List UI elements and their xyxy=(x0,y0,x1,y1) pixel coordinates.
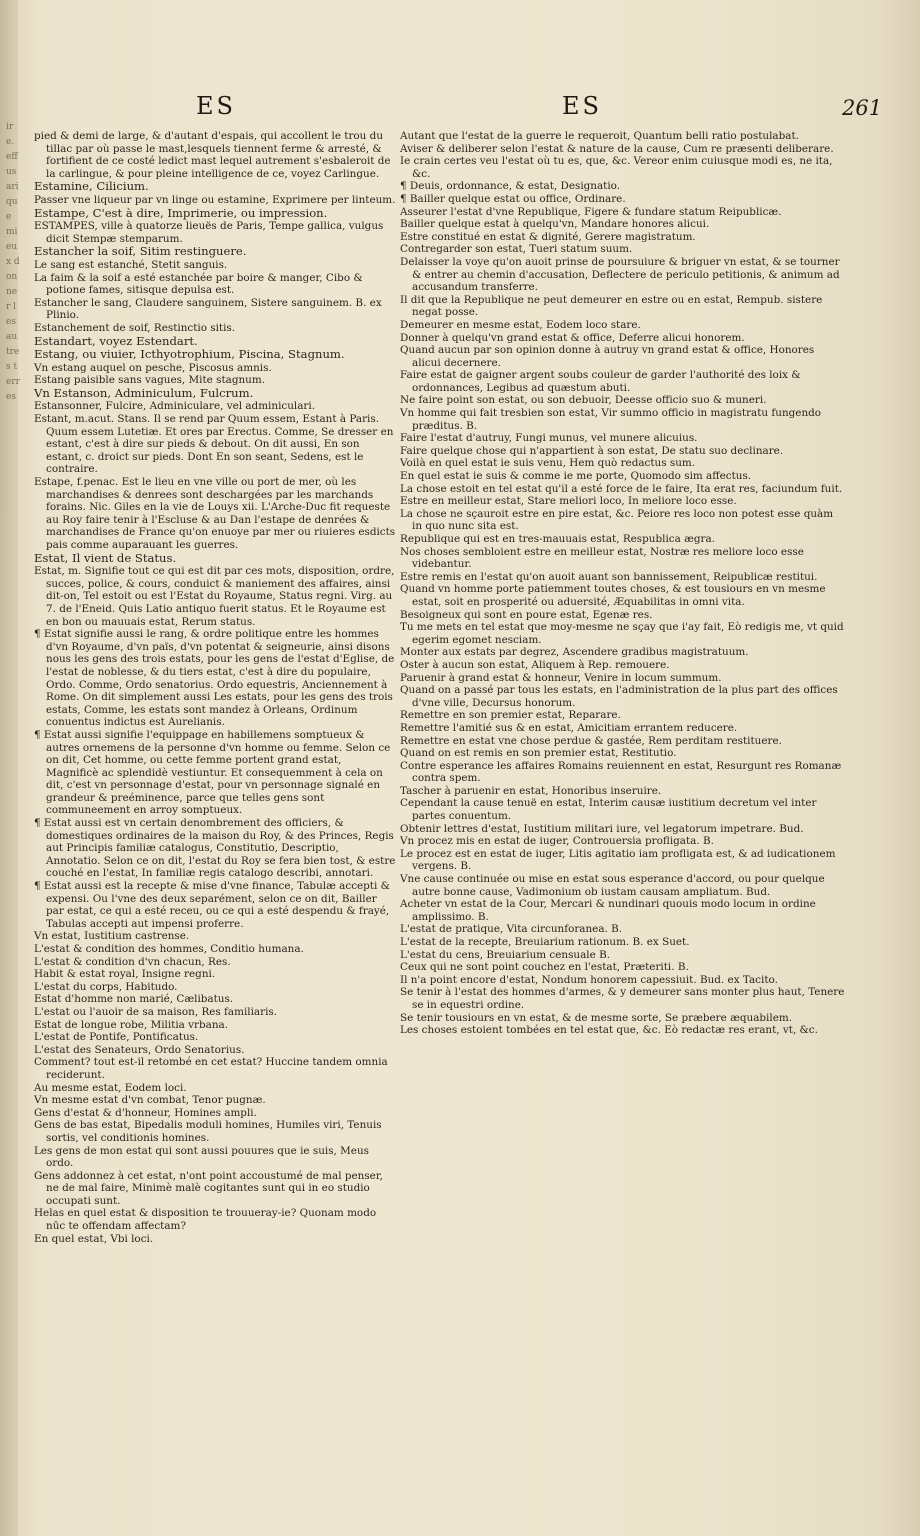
dictionary-entry: En quel estat ie suis & comme ie me porte, Quomodo sim affectus. xyxy=(400,470,752,483)
dictionary-entry: Contregarder son estat, Tueri statum suum. xyxy=(400,243,633,256)
dictionary-entry: ¶ Estat aussi signifie l'equippage en habillemens somptueux & autres ornemens de la personne d'vn homme ou femme. Selon ce on dit, Cet homme, ou cette femme portent grand estat, Magnificè ac splendidè vestiuntur. Et consequemment à cela on dit, c'est vn personnage d'estat, pour vn personnage signalé en grandeur & preéminence, parce que telles gens sont communeement en arroy somptueux. xyxy=(34,728,391,817)
dictionary-entry: Nos choses sembloient estre en meilleur estat, Nostræ res meliore loco esse videbantur. xyxy=(400,545,804,571)
dictionary-entry: Gens d'estat & d'honneur, Homines ampli. xyxy=(34,1106,257,1119)
dictionary-entry: Republique qui est en tres-mauuais estat, Respublica ægra. xyxy=(400,533,715,545)
dictionary-entry: Passer vne liqueur par vn linge ou estamine, Exprimere per linteum. xyxy=(34,193,396,206)
dictionary-entry: Comment? tout est-il retombé en cet estat? Huccine tandem omnia reciderunt. xyxy=(34,1056,388,1081)
dictionary-entry: Se tenir tousiours en vn estat, & de mesme sorte, Se præbere æquabilem. xyxy=(400,1011,793,1024)
dictionary-entry: Vn procez mis en estat de iuger, Controuersia profligata. B. xyxy=(400,835,714,848)
dictionary-entry: Autant que l'estat de la guerre le requeroit, Quantum belli ratio postulabat. xyxy=(400,130,799,142)
dictionary-entry: Les choses estoient tombées en tel estat que, &c. Eò redactæ res erant, vt, &c. xyxy=(400,1024,818,1037)
dictionary-entry: L'estat du corps, Habitudo. xyxy=(34,980,178,993)
dictionary-entry: Quand on est remis en son premier estat, Restitutio. xyxy=(400,747,677,760)
dictionary-entry: L'estat ou l'auoir de sa maison, Res familiaris. xyxy=(34,1005,278,1018)
dictionary-entry: Remettre en estat vne chose perdue & gastée, Rem perditam restituere. xyxy=(400,734,782,747)
dictionary-entry: ¶ Estat aussi est la recepte & mise d'vne finance, Tabulæ accepti & expensi. Ou l'vne des deux separément, selon ce on dit, Bailler par estat, ce qui a esté receu, ou ce qui a esté despendu & frayé, Tabulas accepti aut impensi proferre. xyxy=(34,880,390,930)
dictionary-entry: Estant, m.acut. Stans. Il se rend par Quum essem, Estant à Paris. Quum essem Lutetiæ. Et ores par Erectus. Comme, Se dresser en estant, c'est à dire sur pieds & debout. On dit aussi, En son estant, c. droict sur pieds. Dont En son seant, Sedens, est le contraire. xyxy=(34,413,394,476)
dictionary-entry: L'estat de Pontife, Pontificatus. xyxy=(34,1031,199,1044)
dictionary-entry: Delaisser la voye qu'on auoit prinse de poursuiure & briguer vn estat, & se tourner & entrer au chemin d'accusation, Deflectere de periculo petitionis, & animum ad accusandum transferre. xyxy=(400,255,840,294)
dictionary-entry: Donner à quelqu'vn grand estat & office, Deferre alicui honorem. xyxy=(400,331,745,344)
gutter-edge xyxy=(0,0,18,1536)
dictionary-entry: Vn estang auquel on pesche, Piscosus amnis. xyxy=(34,361,272,374)
dictionary-entry: La faim & la soif a esté estanchée par boire & manger, Cibo & potione fames, sitisque depulsa est. xyxy=(34,271,363,297)
dictionary-entry: Monter aux estats par degrez, Ascendere gradibus magistratuum. xyxy=(400,646,749,659)
dictionary-entry: L'estat & condition des hommes, Conditio humana. xyxy=(34,943,304,955)
dictionary-entry: Quand aucun par son opinion donne à autruy vn grand estat & office, Honores alicui decernere. xyxy=(400,344,815,369)
dictionary-entry: Estang, ou viuier, Icthyotrophium, Piscina, Stagnum. xyxy=(34,347,345,362)
dictionary-entry: Le procez est en estat de iuger, Litis agitatio iam profligata est, & ad iudicationem vergens. B. xyxy=(400,847,836,873)
dictionary-entry: Bailler quelque estat à quelqu'vn, Mandare honores alicui. xyxy=(400,218,710,231)
dictionary-entry: Ie crain certes veu l'estat où tu es, que, &c. Vereor enim cuiusque modi es, ne ita, &c. xyxy=(400,155,833,180)
dictionary-entry: Le sang est estanché, Stetit sanguis. xyxy=(34,258,228,271)
dictionary-entry: Paruenir à grand estat & honneur, Venire in locum summum. xyxy=(400,671,722,684)
dictionary-entry: Faire quelque chose qui n'appartient à son estat, De statu suo declinare. xyxy=(400,444,784,457)
dictionary-entry: Asseurer l'estat d'vne Republique, Figere & fundare statum Reipublicæ. xyxy=(400,205,782,218)
dictionary-entry: Estancher la soif, Sitim restinguere. xyxy=(34,244,247,259)
dictionary-entry: Cependant la cause tenuë en estat, Interim causæ iustitium decretum vel inter partes conuentum. xyxy=(400,797,817,823)
dictionary-entry: Remettre en son premier estat, Reparare. xyxy=(400,709,621,722)
dictionary-entry: Ceux qui ne sont point couchez en l'estat, Præteriti. B. xyxy=(400,961,689,974)
dictionary-entry: Contre esperance les affaires Romains reuiennent en estat, Resurgunt res Romanæ contra spem. xyxy=(400,759,842,785)
dictionary-entry: Au mesme estat, Eodem loci. xyxy=(34,1081,187,1094)
dictionary-entry: Tu me mets en tel estat que moy-mesme ne sçay que i'ay fait, Eò redigis me, vt quid egerim egomet nesciam. xyxy=(400,621,844,646)
dictionary-entry: Oster à aucun son estat, Aliquem à Rep. remouere. xyxy=(400,658,670,671)
dictionary-entry: Se tenir à l'estat des hommes d'armes, & y demeurer sans monter plus haut, Tenere se in equestri ordine. xyxy=(400,986,845,1011)
gutter-text: ire. effusari que mieux donner les autres terres xyxy=(6,122,20,402)
dictionary-entry: Ne faire point son estat, ou son debuoir, Deesse officio suo & muneri. xyxy=(400,394,767,407)
dictionary-entry: Habit & estat royal, Insigne regni. xyxy=(34,968,216,981)
dictionary-entry: Faire l'estat d'autruy, Fungi munus, vel munere alicuius. xyxy=(400,432,698,445)
dictionary-entry: Estancher le sang, Claudere sanguinem, Sistere sanguinem. B. ex Plinio. xyxy=(34,296,382,322)
dictionary-entry: ¶ Bailler quelque estat ou office, Ordinare. xyxy=(400,192,626,205)
dictionary-entry: L'estat de la recepte, Breuiarium rationum. B. ex Suet. xyxy=(400,936,690,948)
dictionary-entry: Estamine, Cilicium. xyxy=(34,179,149,194)
dictionary-entry: Vn estat, Iustitium castrense. xyxy=(34,930,190,943)
right-column xyxy=(400,130,846,1037)
dictionary-entry: Estat de longue robe, Militia vrbana. xyxy=(34,1018,229,1031)
dictionary-entry: La chose ne sçauroit estre en pire estat, &c. Peiore res loco non potest esse quàm in quo nunc sita est. xyxy=(400,507,834,533)
running-head-left: ES xyxy=(196,92,236,120)
page-number: 261 xyxy=(842,96,883,120)
dictionary-entry: Aviser & deliberer selon l'estat & nature de la cause, Cum re præsenti deliberare. xyxy=(400,142,834,155)
dictionary-entry: Estat, m. Signifie tout ce qui est dit par ces mots, disposition, ordre, succes, police, & cours, conduict & maniement des affaires, ainsi dit-on, Tel estoit ou est l'Estat du Royaume, Status regni. Virg. au 7. de l'Eneid. Quis Latio antiquo fuerit status. Et le Royaume est en bon ou mauuais estat, Rerum status. xyxy=(34,565,395,628)
dictionary-entry: ¶ Estat aussi est vn certain denombrement des officiers, & domestiques ordinaires de la maison du Roy, & des Princes, Regis aut Principis familiæ catalogus, Constitutio, Descriptio, Annotatio. Selon ce on dit, l'estat du Roy se fera bien tost, & estre couché en l'estat, In familiæ regis catalogo describi, annotari. xyxy=(34,817,396,880)
dictionary-entry: Vn mesme estat d'vn combat, Tenor pugnæ. xyxy=(34,1094,266,1107)
dictionary-entry: Gens addonnez à cet estat, n'ont point accoustumé de mal penser, ne de mal faire, Minimè malè cogitantes sunt qui in eo studio occupati sunt. xyxy=(34,1169,383,1207)
dictionary-entry: Besoigneux qui sont en poure estat, Egenæ res. xyxy=(400,608,653,621)
dictionary-entry: Estre remis en l'estat qu'on auoit auant son bannissement, Reipublicæ restitui. xyxy=(400,570,818,583)
dictionary-entry: ¶ Estat signifie aussi le rang, & ordre politique entre les hommes d'vn Royaume, d'vn païs, d'vn potentat & seigneurie, ainsi disons nous les gens des trois estats, pour les gens de l'estat d'Eglise, de l'estat de noblesse, & du tiers estat, c'est à dire du populaire, Ordo. Comme, Ordo senatorius. Ordo equestris, Anciennement à Rome. On dit simplement aussi Les estats, pour les gens des trois estats, Comme, les estats sont mandez à Orleans, Ordinum conuentus indictus est Aurelianis. xyxy=(34,628,395,729)
dictionary-entry: Estre en meilleur estat, Stare meliori loco, In meliore loco esse. xyxy=(400,495,737,508)
dictionary-entry: La chose estoit en tel estat qu'il a esté force de le faire, Ita erat res, faciundum fuit. xyxy=(400,482,843,495)
dictionary-entry: Estampe, C'est à dire, Imprimerie, ou impression. xyxy=(34,205,328,220)
dictionary-entry: pied & demi de large, & d'autant d'espais, qui accollent le trou du tillac par où passe le mast,lesquels tiennent ferme & arresté, & fortifient de ce costé ledict mast lequel autrement s'esbaleroit de la carlingue, & pour pleine intelligence de ce, voyez Carlingue. xyxy=(34,130,391,180)
dictionary-entry: ESTAMPES, ville à quatorze lieuës de Paris, Tempe gallica, vulgus dicit Stempæ stemparum. xyxy=(34,220,384,245)
dictionary-entry: Demeurer en mesme estat, Eodem loco stare. xyxy=(400,318,641,331)
dictionary-entry: Estandart, voyez Estendart. xyxy=(34,333,198,348)
dictionary-entry: Estansonner, Fulcire, Adminiculare, vel adminiculari. xyxy=(34,400,316,413)
dictionary-entry: L'estat & condition d'vn chacun, Res. xyxy=(34,955,231,968)
dictionary-entry: Voilà en quel estat ie suis venu, Hem quò redactus sum. xyxy=(400,457,696,470)
dictionary-entry: Faire estat de gaigner argent soubs couleur de garder l'authorité des loix & ordonnances, Legibus ad quæstum abuti. xyxy=(400,369,801,394)
dictionary-entry: Estat, Il vient de Status. xyxy=(34,550,177,565)
dictionary-entry: Il n'a point encore d'estat, Nondum honorem capessiuit. Bud. ex Tacito. xyxy=(400,973,778,986)
dictionary-entry: Vn homme qui fait tresbien son estat, Vir summo officio in magistratu fungendo præditus. B. xyxy=(400,407,822,432)
left-column xyxy=(34,130,396,1245)
dictionary-entry: Obtenir lettres d'estat, Iustitium militari iure, vel legatorum impetrare. Bud. xyxy=(400,822,804,835)
dictionary-entry: Estre constitué en estat & dignité, Gerere magistratum. xyxy=(400,230,696,243)
dictionary-entry: Tascher à paruenir en estat, Honoribus inseruire. xyxy=(400,784,662,797)
dictionary-entry: Helas en quel estat & disposition te trouueray-ie? Quonam modo nūc te offendam affectam? xyxy=(34,1207,377,1233)
dictionary-entry: L'estat des Senateurs, Ordo Senatorius. xyxy=(34,1043,245,1056)
dictionary-entry: Quand vn homme porte patiemment toutes choses, & est tousiours en vn mesme estat, soit en prosperité ou aduersité, Æquabilitas in omni vita. xyxy=(400,583,826,608)
dictionary-entry: Vne cause continuée ou mise en estat sous esperance d'accord, ou pour quelque autre bonne cause, Vadimonium ob iustam causam ampliatum. Bud. xyxy=(400,873,825,898)
dictionary-entry: Estanchement de soif, Restinctio sitis. xyxy=(34,321,236,334)
dictionary-entry: Il dit que la Republique ne peut demeurer en estre ou en estat, Rempub. sistere negat posse. xyxy=(400,293,823,319)
dictionary-entry: Acheter vn estat de la Cour, Mercari & nundinari quouis modo locum in ordine amplissimo. B. xyxy=(400,898,816,923)
dictionary-entry: ¶ Deuis, ordonnance, & estat, Designatio. xyxy=(400,180,621,193)
dictionary-entry: En quel estat, Vbi loci. xyxy=(34,1232,154,1245)
dictionary-entry: Remettre l'amitié sus & en estat, Amicitiam errantem reducere. xyxy=(400,721,738,734)
dictionary-entry: Estang paisible sans vagues, Mite stagnum. xyxy=(34,374,266,387)
running-head-right: ES xyxy=(562,92,602,120)
dictionary-entry: Vn Estanson, Adminiculum, Fulcrum. xyxy=(34,385,254,400)
dictionary-entry: L'estat de pratique, Vita circunforanea. B. xyxy=(400,923,623,936)
dictionary-entry: Estat d'homme non marié, Cælibatus. xyxy=(34,993,234,1006)
dictionary-entry: Gens de bas estat, Bipedalis moduli homines, Humiles viri, Tenuis sortis, vel conditionis homines. xyxy=(34,1119,382,1144)
dictionary-entry: Les gens de mon estat qui sont aussi pouures que ie suis, Meus ordo. xyxy=(34,1144,369,1170)
dictionary-entry: L'estat du cens, Breuiarium censuale B. xyxy=(400,948,611,961)
dictionary-entry: Estape, f.penac. Est le lieu en vne ville ou port de mer, où les marchandises & denrees sont deschargées par les marchands forains. Nic. Giles en la vie de Louys xii. L'Arche-Duc fit requeste au Roy faire tenir à l'Escluse & au Dan l'estape de denrées & marchandises de France qu'on enuoye par mer ou riuieres esdicts pais comme auparauant les guerres. xyxy=(34,476,396,551)
dictionary-entry: Quand on a passé par tous les estats, en l'administration de la plus part des offices d'vne ville, Decursus honorum. xyxy=(400,684,838,709)
